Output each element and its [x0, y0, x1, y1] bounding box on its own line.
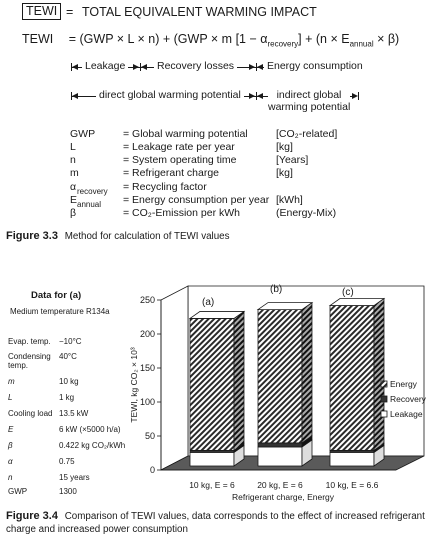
- equals-sign: =: [66, 5, 74, 19]
- x-category-label: 10 kg, E = 6: [189, 480, 235, 490]
- chart-side-wall: [161, 286, 188, 470]
- definition-description: = Refrigerant charge: [123, 167, 220, 179]
- definition-unit: (Energy-Mix): [276, 207, 337, 219]
- figure-3-3-text: Method for calculation of TEWI values: [64, 231, 230, 242]
- data-row-value: 40°C: [59, 352, 77, 361]
- data-row-key: n: [8, 473, 13, 482]
- definition-unit: [kg]: [276, 167, 293, 179]
- equation-sub-annual: annual: [349, 39, 374, 49]
- y-axis-label: TEWI, kg CO₂ × 10³: [129, 347, 139, 423]
- data-row-value: 15 years: [59, 473, 90, 482]
- equation-lhs: TEWI: [22, 32, 54, 46]
- data-row-value: 0.422 kg CO₂/kWh: [59, 441, 126, 450]
- tewi-box: TEWI: [22, 3, 61, 20]
- data-row-key: β: [8, 441, 13, 450]
- definition-description: = Energy consumption per year: [123, 194, 270, 206]
- definition-symbol: n: [70, 154, 76, 166]
- definition-symbol-subscript: annual: [77, 200, 102, 209]
- figure-3-4-label: Figure 3.4: [6, 510, 58, 522]
- definition-symbol: L: [70, 141, 76, 153]
- bar-segment-recovery: [258, 443, 302, 447]
- definition-description: = CO₂-Emission per kWh: [123, 207, 240, 219]
- definition-symbol: E: [70, 194, 78, 206]
- data-row-value: 10 kg: [59, 377, 79, 386]
- brace-leakage: Leakage: [82, 60, 128, 72]
- bar-top: [190, 311, 244, 318]
- data-row-key: E: [8, 425, 14, 434]
- equation-part-3: × β): [373, 32, 400, 46]
- brace-energy-consumption: Energy consumption: [264, 60, 366, 72]
- bar-segment-leakage: [258, 447, 302, 466]
- bar-top: [330, 299, 384, 306]
- bar-segment-energy: [190, 318, 234, 450]
- bar-letter-label: (c): [342, 287, 354, 298]
- data-row-value: 1300: [59, 487, 77, 496]
- definition-unit: [kg]: [276, 141, 293, 153]
- y-tick-label: 200: [139, 329, 155, 339]
- definition-symbol: GWP: [70, 128, 96, 140]
- tewi-full-name: TOTAL EQUIVALENT WARMING IMPACT: [82, 5, 317, 19]
- equation-part-2: ] + (n × E: [298, 32, 350, 46]
- y-tick-label: 100: [139, 397, 155, 407]
- x-axis-label: Refrigerant charge, Energy: [231, 492, 335, 502]
- definition-unit: [Years]: [276, 154, 309, 166]
- brace-indirect-gwp-1: indirect global: [268, 89, 350, 101]
- legend-label-energy: Energy: [390, 379, 417, 389]
- definition-symbol: β: [70, 207, 77, 219]
- data-panel-title: Data for (a): [31, 290, 82, 301]
- definition-description: = System operating time: [123, 154, 237, 166]
- legend-label-recovery: Recovery: [390, 394, 426, 404]
- legend-swatch-recovery: [381, 396, 387, 402]
- data-row-key: Condensing temp.: [8, 352, 51, 370]
- bar-top: [258, 303, 312, 310]
- definition-description: = Global warming potential: [123, 128, 248, 140]
- legend-swatch-energy: [381, 381, 387, 387]
- figure-3-3-label: Figure 3.3: [6, 230, 58, 242]
- data-row-key: Evap. temp.: [8, 337, 51, 346]
- data-row-key: α: [8, 457, 13, 466]
- bar-segment-energy: [258, 310, 302, 443]
- bar-segment-leakage: [190, 452, 234, 466]
- brace-recovery-losses: Recovery losses: [154, 60, 237, 72]
- definition-unit: [CO₂-related]: [276, 128, 338, 140]
- bar-segment-energy-side: [374, 299, 384, 451]
- equation-part-1: = (GWP × L × n) + (GWP × m [1 − α: [68, 32, 268, 46]
- figure-3-4-caption: [6, 510, 425, 522]
- figure-3-4-caption-line-2: charge and increased power consumption: [6, 524, 188, 535]
- bar-segment-energy-side: [302, 303, 312, 443]
- brace-indirect-gwp-2: warming potential: [268, 101, 351, 113]
- x-category-label: 20 kg, E = 6: [257, 480, 303, 490]
- definition-symbol: α: [70, 181, 77, 193]
- definition-symbol-subscript: recovery: [77, 187, 108, 196]
- bar-segment-energy-side: [234, 311, 244, 450]
- legend-swatch-leakage: [381, 411, 387, 417]
- bar-letter-label: (a): [202, 297, 215, 308]
- bar-letter-label: (b): [270, 284, 283, 295]
- y-tick-label: 250: [139, 295, 155, 305]
- data-row-key: m: [8, 377, 15, 386]
- x-category-label: 10 kg, E = 6.6: [325, 480, 379, 490]
- equation-sub-recovery: recovery: [267, 39, 299, 49]
- data-row-value: 13.5 kW: [59, 409, 89, 418]
- data-row-key: GWP: [8, 487, 28, 496]
- definition-description: = Leakage rate per year: [123, 141, 235, 153]
- y-tick-label: 0: [149, 465, 155, 475]
- definition-symbol: m: [70, 167, 79, 179]
- data-row-value: −10°C: [59, 337, 82, 346]
- bar-segment-energy: [330, 306, 374, 451]
- definition-unit: [kWh]: [276, 194, 303, 206]
- y-tick-label: 50: [144, 431, 155, 441]
- data-row-value: 0.75: [59, 457, 75, 466]
- bar-segment-leakage: [330, 452, 374, 466]
- y-tick-label: 150: [139, 363, 155, 373]
- data-row-key: Cooling load: [8, 409, 53, 418]
- data-panel-subtitle: Medium temperature R134a: [10, 307, 110, 316]
- definition-description: = Recycling factor: [123, 181, 207, 193]
- figure-3-4-text-1: Comparison of TEWI values, data corresponds to the effect of increased refrigerant: [64, 511, 425, 522]
- legend-label-leakage: Leakage: [390, 409, 423, 419]
- data-row-value: 6 kW (×5000 h/a): [59, 425, 121, 434]
- brace-direct-gwp: direct global warming potential: [96, 89, 244, 101]
- data-row-key: L: [8, 393, 13, 402]
- data-row-value: 1 kg: [59, 393, 75, 402]
